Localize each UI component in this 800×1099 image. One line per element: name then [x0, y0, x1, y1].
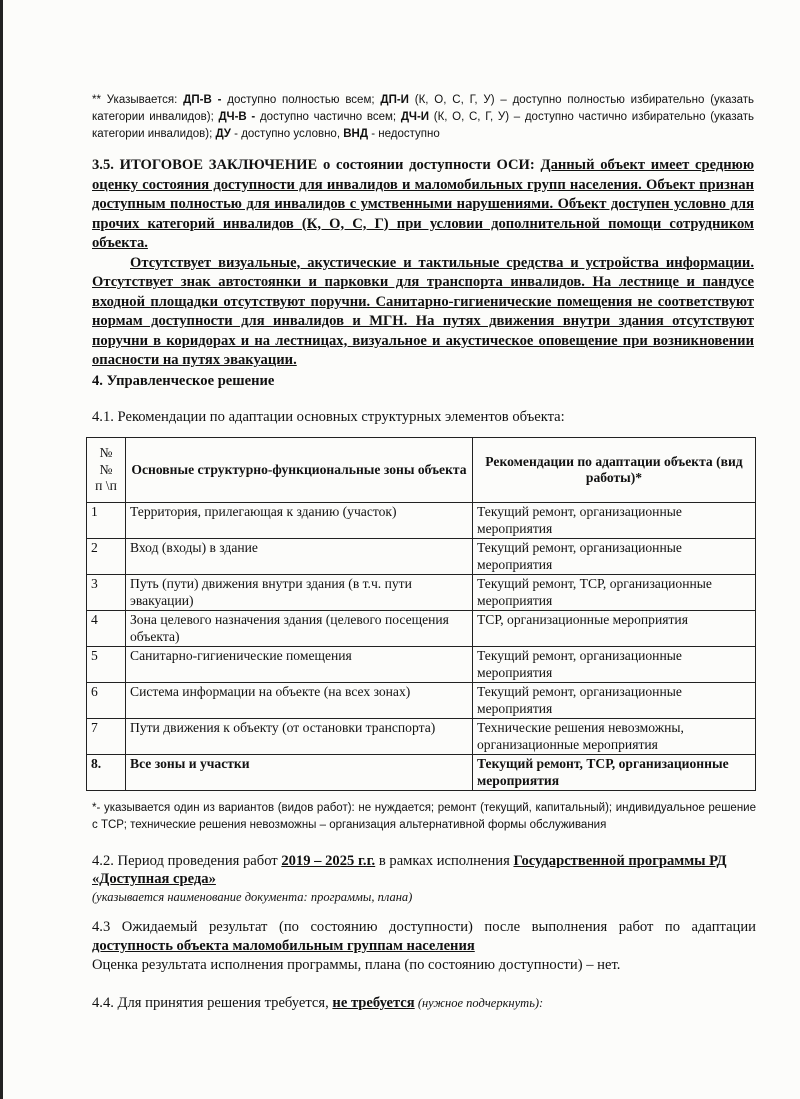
- availability-legend-footnote: [92, 92, 754, 143]
- row-number: 6: [87, 683, 126, 719]
- row-number: 3: [87, 575, 126, 611]
- code-dpi-text: (К, О, С, Г, У) – доступно полностью избирательно (указать категории инвалидов);: [92, 94, 755, 123]
- conclusion-heading-rest: о состоянии доступности ОСИ: [317, 157, 530, 173]
- recommendations-table: [86, 437, 756, 791]
- table-row: [87, 683, 756, 719]
- section-4-title: 4. Управленческое решение: [92, 373, 275, 389]
- table-row: [87, 647, 756, 683]
- conclusion-paragraph-2: Отсутствует визуальные, акустические и тактильные средства и устройства информации. Отсутствует знак автостоянки и парковки для транспорта инвалидов. На лестнице и пандусе входной площадки отсутствуют поручни. Санитарно-гигиенические помещения не соответствуют нормам доступности для инвалидов и МГН. На путях движения внутри здания отсутствуют поручни в коридорах и на лестницах, визуальное и акустическое оповещение при возникновении опасности на путях эвакуации.: [92, 254, 754, 368]
- code-dpv-text: доступно полностью всем;: [221, 94, 381, 106]
- table-row: [87, 539, 756, 575]
- row-number: 2: [87, 539, 126, 575]
- p44-text-1: 4.4. Для принятия решения требуется,: [92, 995, 333, 1011]
- row-recommendation: Текущий ремонт, организационные мероприятия: [473, 539, 756, 575]
- row-zone: Зона целевого назначения здания (целевого посещения объекта): [126, 611, 473, 647]
- table-header-row: [87, 438, 756, 503]
- row-recommendation: Технические решения невозможны, организационные мероприятия: [473, 719, 756, 755]
- table-footnote: *- указывается один из вариантов (видов работ): не нуждается; ремонт (текущий, капитальный); индивидуальное решение с ТСР; технические решения невозможны – организация альтернативной формы обслуживания: [92, 802, 756, 831]
- table-row-summary: [87, 755, 756, 791]
- legend-prefix: ** Указывается:: [92, 94, 184, 106]
- row-number: 1: [87, 503, 126, 539]
- table-row: [87, 503, 756, 539]
- p43-text-1: 4.3 Ожидаемый результат (по состоянию доступности) после выполнения работ по адаптации: [92, 919, 756, 935]
- scan-edge: [0, 0, 3, 1099]
- code-du-text: - доступно условно,: [230, 128, 344, 140]
- table-row: [87, 611, 756, 647]
- code-du: ДУ: [215, 128, 231, 140]
- code-dchi: ДЧ-И: [400, 111, 430, 123]
- row-recommendation: Текущий ремонт, организационные мероприятия: [473, 683, 756, 719]
- p43-line-2: Оценка результата исполнения программы, плана (по состоянию доступности) – нет.: [92, 957, 621, 973]
- work-period: 2019 – 2025 г.г.: [281, 853, 376, 869]
- p42-hint: (указывается наименование документа: программы, плана): [92, 890, 413, 904]
- section-4-3: [92, 918, 756, 975]
- row-zone: Система информации на объекте (на всех зонах): [126, 683, 473, 719]
- row-number: 5: [87, 647, 126, 683]
- code-dchv-text: доступно частично всем;: [255, 111, 401, 123]
- row-recommendation: Текущий ремонт, организационные мероприятия: [473, 503, 756, 539]
- row-number: 8.: [87, 755, 126, 791]
- code-dchv: ДЧ-В -: [218, 111, 256, 123]
- row-recommendation: Текущий ремонт, организационные мероприятия: [473, 647, 756, 683]
- table-row: [87, 719, 756, 755]
- row-recommendation: Текущий ремонт, ТСР, организационные мероприятия: [473, 575, 756, 611]
- section-4-2: [92, 852, 756, 906]
- row-number: 7: [87, 719, 126, 755]
- row-zone: Пути движения к объекту (от остановки транспорта): [126, 719, 473, 755]
- header-recommendation: Рекомендации по адаптации объекта (вид работы)*: [473, 438, 756, 503]
- conclusion-heading: 3.5. ИТОГОВОЕ ЗАКЛЮЧЕНИЕ: [92, 157, 318, 173]
- table-row: [87, 575, 756, 611]
- expected-result: доступность объекта маломобильным группам населения: [92, 938, 475, 954]
- row-recommendation: ТСР, организационные мероприятия: [473, 611, 756, 647]
- row-zone: Территория, прилегающая к зданию (участок): [126, 503, 473, 539]
- p42-text-2: в рамках исполнения: [375, 853, 514, 869]
- code-dchi-text: (К, О, С, Г, У) – доступно частично избирательно (указать категории инвалидов);: [92, 111, 754, 140]
- code-vnd: ВНД: [343, 128, 369, 140]
- p42-text-1: 4.2. Период проведения работ: [92, 853, 282, 869]
- header-zone: Основные структурно-функциональные зоны объекта: [126, 438, 473, 503]
- conclusion-colon: :: [529, 157, 541, 173]
- conclusion-paragraph-1: Данный объект имеет среднюю оценку состояния доступности для инвалидов и маломобильных групп населения. Объект признан доступным полностью для инвалидов с умственными нарушениями. Объект доступен условно для прочих категорий инвалидов (К, О, С, Г) при условии дополнительной помощи сотрудником объекта.: [92, 157, 754, 251]
- code-vnd-text: - недоступно: [368, 128, 440, 140]
- row-recommendation: Текущий ремонт, ТСР, организационные мероприятия: [473, 755, 756, 791]
- code-dpv: ДП-В -: [183, 94, 222, 106]
- code-dpi: ДП-И: [380, 94, 409, 106]
- row-number: 4: [87, 611, 126, 647]
- header-number: № № п \п: [87, 438, 126, 503]
- program-name: Государственной программы РД «Доступная среда»: [92, 853, 727, 887]
- row-zone: Все зоны и участки: [126, 755, 473, 791]
- p44-choice: не требуется: [332, 995, 415, 1011]
- row-zone: Санитарно-гигиенические помещения: [126, 647, 473, 683]
- p44-hint: (нужное подчеркнуть):: [414, 996, 544, 1010]
- final-conclusion: [92, 156, 754, 371]
- section-4-4: [92, 995, 756, 1012]
- row-zone: Вход (входы) в здание: [126, 539, 473, 575]
- row-zone: Путь (пути) движения внутри здания (в т.ч. пути эвакуации): [126, 575, 473, 611]
- section-4-1-text: 4.1. Рекомендации по адаптации основных структурных элементов объекта:: [92, 409, 565, 425]
